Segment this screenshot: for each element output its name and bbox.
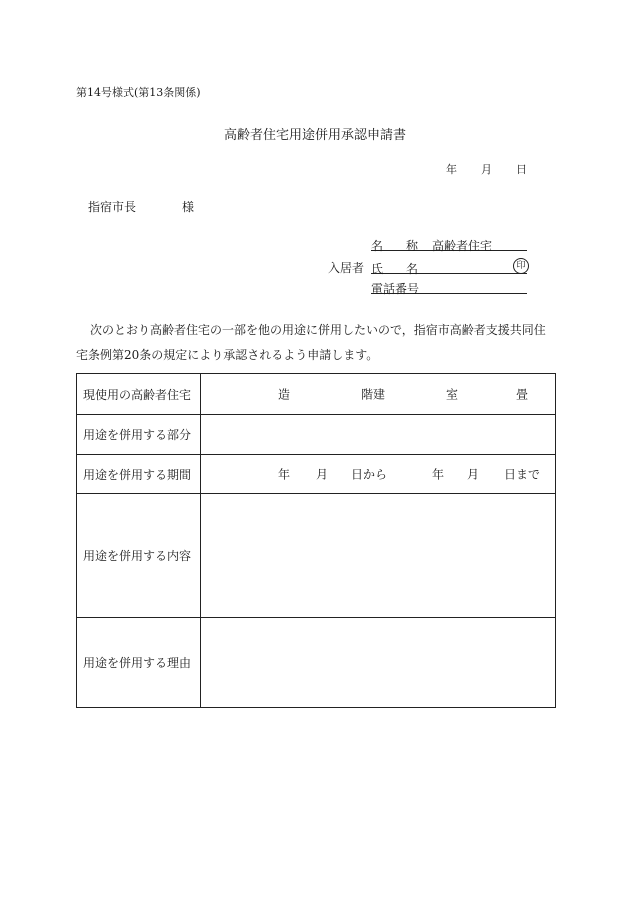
person-label-char-2: 名 <box>406 262 419 276</box>
table-row-shared-reason <box>77 618 556 708</box>
shared-content-cell[interactable] <box>201 494 556 618</box>
period-to-month: 月 <box>467 467 480 482</box>
table-row-shared-period <box>77 455 556 494</box>
shared-period-label: 用途を併用する期間 <box>77 455 201 494</box>
shared-content-label: 用途を併用する内容 <box>77 494 201 618</box>
period-from-year: 年 <box>278 467 291 482</box>
shared-part-cell[interactable] <box>201 415 556 455</box>
tatami-label: 畳 <box>516 387 529 402</box>
addressee-name: 指宿市長 <box>88 200 137 214</box>
name-label-char-1: 名 <box>371 239 384 253</box>
date-day-label: 日 <box>516 163 527 176</box>
name-value: 高齢者住宅 <box>432 239 493 253</box>
application-statement: 次のとおり高齢者住宅の一部を他の用途に併用したいので，指宿市高齢者支援共同住宅条例第20条の規定により承認されるよう申請します。 <box>76 323 546 362</box>
person-label-char-1: 氏 <box>371 262 384 276</box>
shared-period-cell[interactable] <box>201 455 556 494</box>
period-to-day: 日まで <box>504 467 541 482</box>
seal-mark: 印 <box>513 258 529 274</box>
date-year-label: 年 <box>446 163 457 176</box>
table-row-shared-part <box>77 415 556 455</box>
application-table <box>76 373 556 708</box>
floors-label: 階建 <box>361 387 386 402</box>
date-month-label: 月 <box>481 163 492 176</box>
document-title: 高齢者住宅用途併用承認申請書 <box>223 128 406 143</box>
shared-reason-cell[interactable] <box>201 618 556 708</box>
shared-part-label: 用途を併用する部分 <box>77 415 201 455</box>
table-row-current-housing <box>77 374 556 415</box>
period-to-year: 年 <box>432 467 445 482</box>
applicant-label: 入居者 <box>328 261 365 275</box>
structure-label: 造 <box>278 387 291 402</box>
current-housing-label: 現使用の高齢者住宅 <box>77 374 201 415</box>
shared-reason-label: 用途を併用する理由 <box>77 618 201 708</box>
addressee-suffix: 様 <box>182 200 195 214</box>
period-from-day: 日から <box>351 467 388 482</box>
name-label-char-2: 称 <box>406 239 419 253</box>
current-housing-cell[interactable] <box>201 374 556 415</box>
phone-label: 電話番号 <box>371 282 420 296</box>
period-from-month: 月 <box>316 467 329 482</box>
table-row-shared-content <box>77 494 556 618</box>
rooms-label: 室 <box>446 387 459 402</box>
person-name-underline <box>371 273 527 274</box>
form-number: 第14号様式(第13条関係) <box>76 86 201 99</box>
